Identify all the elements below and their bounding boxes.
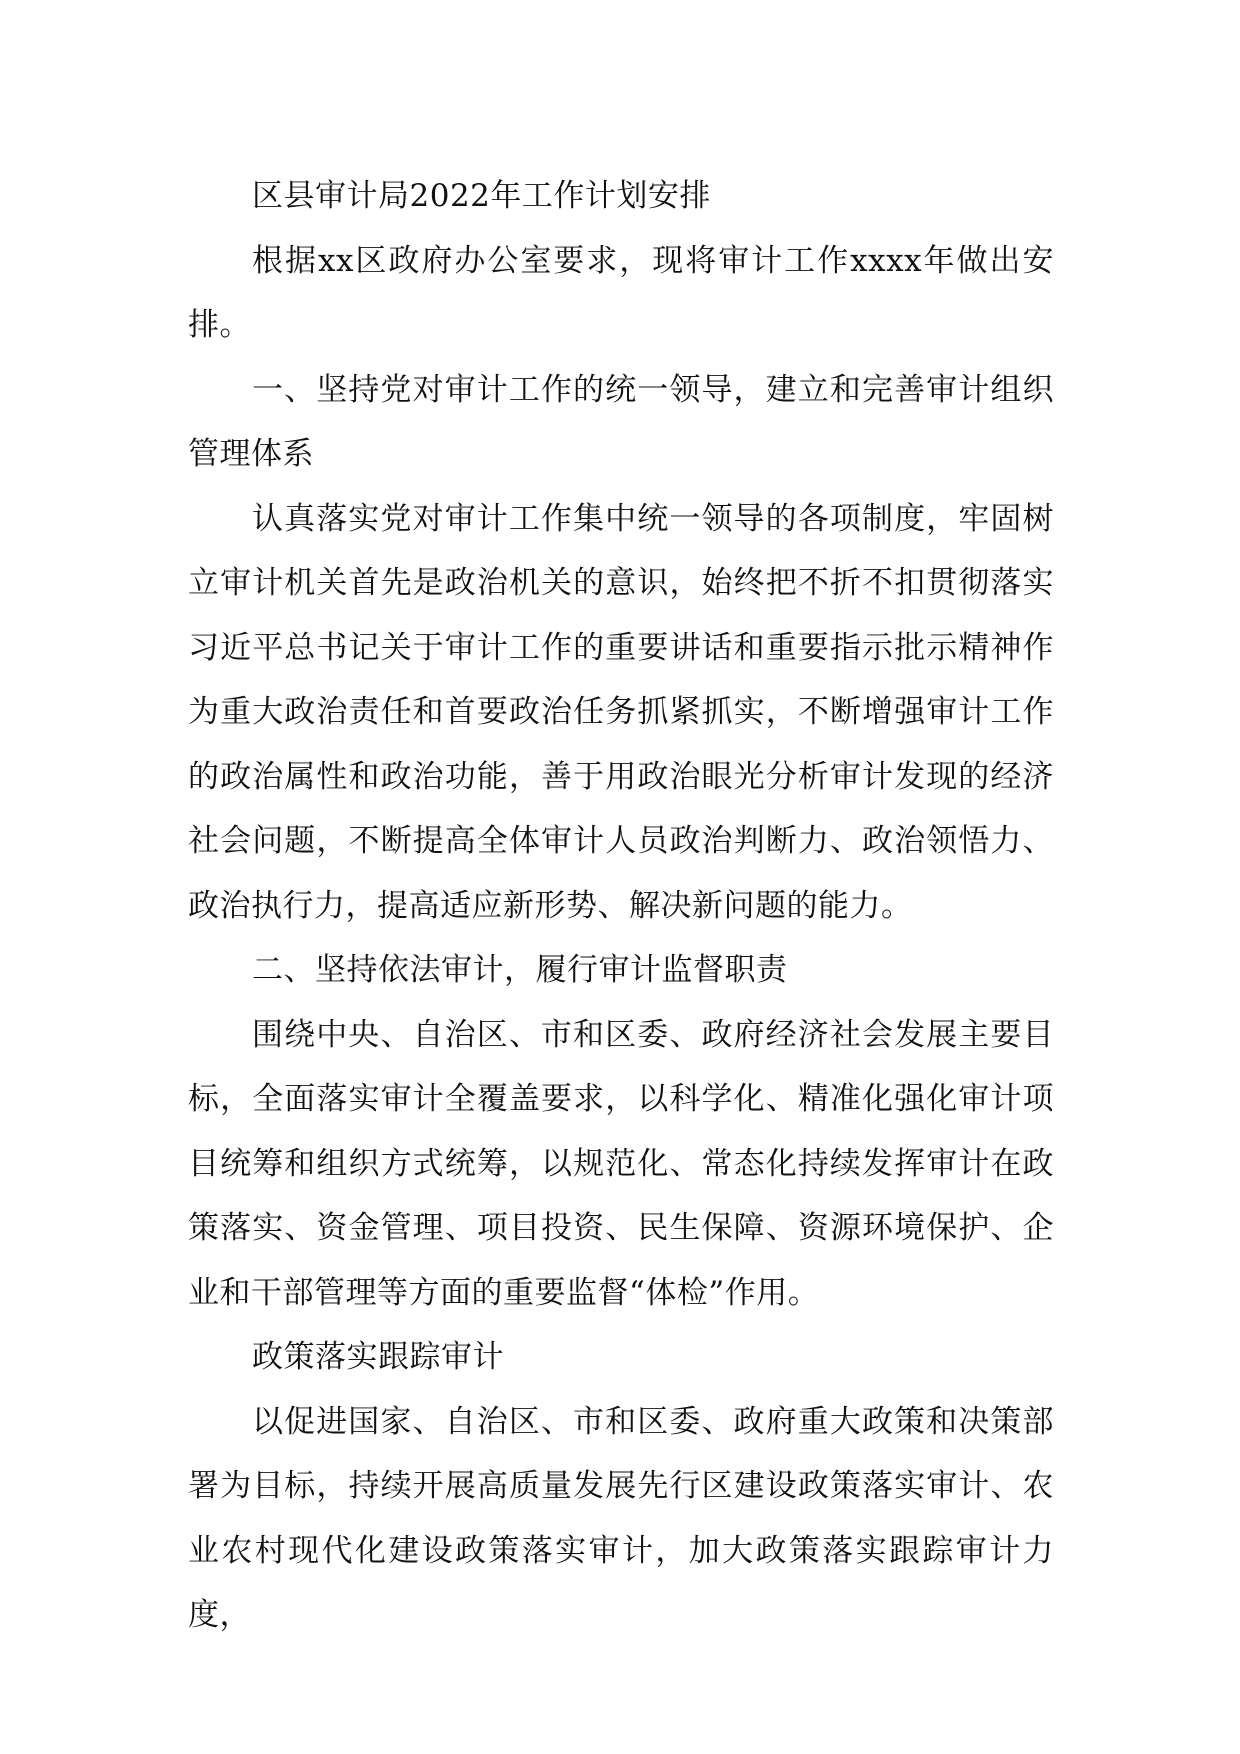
body-paragraph-1: 认真落实党对审计工作集中统一领导的各项制度，牢固树立审计机关首先是政治机关的意识，始终把不折不扣贯彻落实习近平总书记关于审计工作的重要讲话和重要指示批示精神作为重大政治责任和首要政治任务抓紧抓实，不断增强审计工作的政治属性和政治功能，善于用政治眼光分析审计发现的经济社会问题，不断提高全体审计人员政治判断力、政治领悟力、政治执行力，提高适应新形势、解决新问题的能力。 — [188, 500, 1054, 924]
subsection-heading: 政策落实跟踪审计 — [252, 1339, 504, 1375]
document-page — [188, 164, 1054, 1648]
intro-paragraph: 根据xx区政府办公室要求，现将审计工作xxxx年做出安排。 — [188, 242, 1054, 343]
section-heading-2: 二、坚持依法审计，履行审计监督职责 — [252, 952, 788, 988]
body-paragraph-3: 以促进国家、自治区、市和区委、政府重大政策和决策部署为目标，持续开展高质量发展先行区建设政策落实审计、农业农村现代化建设政策落实审计，加大政策落实跟踪审计力度， — [188, 1403, 1054, 1633]
section-heading-1: 一、坚持党对审计工作的统一领导，建立和完善审计组织管理体系 — [188, 371, 1054, 472]
document-title: 区县审计局2022年工作计划安排 — [252, 178, 711, 214]
body-paragraph-2: 围绕中央、自治区、市和区委、政府经济社会发展主要目标，全面落实审计全覆盖要求，以科学化、精准化强化审计项目统筹和组织方式统筹，以规范化、常态化持续发挥审计在政策落实、资金管理、项目投资、民生保障、资源环境保护、企业和干部管理等方面的重要监督“体检”作用。 — [188, 1016, 1054, 1311]
